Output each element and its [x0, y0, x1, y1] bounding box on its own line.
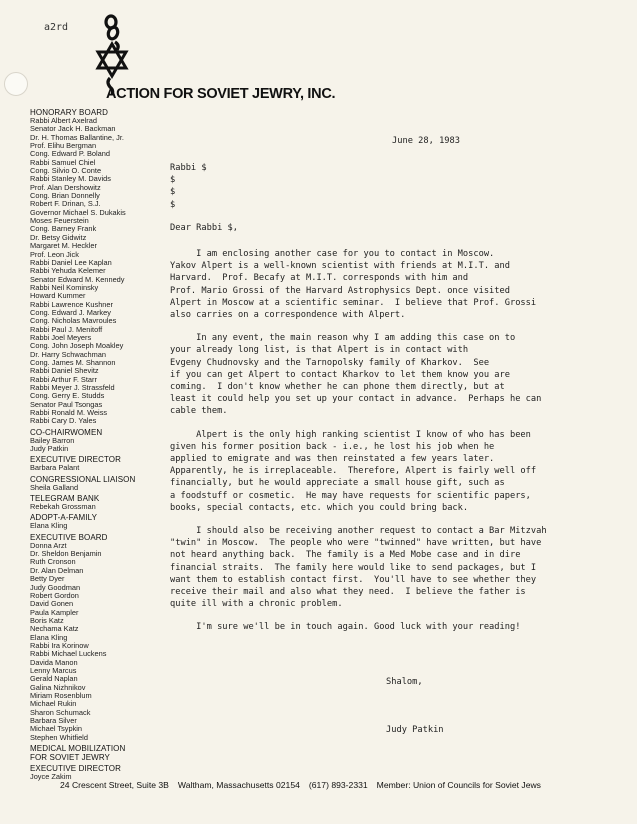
organization-name: ACTION FOR SOVIET JEWRY, INC.: [106, 86, 336, 102]
board-member-name: Stephen Whitfield: [30, 733, 88, 742]
board-member-name: Robert Gordon: [30, 591, 79, 600]
board-member-name: Dr. Alan Delman: [30, 566, 84, 575]
board-member-name: Davida Manon: [30, 658, 78, 667]
board-member-name: Rabbi Meyer J. Strassfeld: [30, 384, 115, 392]
board-member-name: Miriam Rosenblum: [30, 691, 92, 700]
board-member-name: Rabbi Arthur F. Starr: [30, 375, 97, 384]
board-member-name: Rabbi Ira Korinow: [30, 641, 89, 650]
paragraph: I am enclosing another case for you to contact in Moscow. Yakov Alpert is a well-known scientist with friends at M.I.T. and Harvard. Prof. Becafy at M.I.T. corresponds with him and Prof. Mario Grossi of the Harvard Astrophysics Dept. once visited Alpert in Moscow at a scientific seminar. I believe that Prof. Grossi also carries on a correspondence with Alpert.: [170, 249, 537, 321]
board-section-heading: CO-CHAIRWOMEN: [30, 427, 103, 437]
board-member-name: Margaret M. Heckler: [30, 242, 97, 251]
footer-member: Member: Union of Councils for Soviet Jews: [376, 780, 541, 790]
board-member-name: Barbara Silver: [30, 717, 77, 725]
board-member-name: David Gonen: [30, 600, 74, 609]
footer-phone: (617) 893-2331: [308, 780, 368, 790]
archive-code: a2rd: [44, 22, 69, 33]
board-section-heading: EXECUTIVE BOARD: [30, 532, 108, 542]
board-member-name: Cong. Barney Frank: [30, 225, 97, 234]
letterhead-footer: [60, 780, 620, 790]
board-member-name: Rabbi Daniel Shevitz: [30, 367, 99, 376]
board-member-name: Cong. Edward P. Boland: [30, 150, 110, 159]
board-member-name: Prof. Elihu Bergman: [30, 142, 97, 151]
board-member-name: Rabbi Ronald M. Weiss: [30, 409, 108, 418]
board-section-heading: EXECUTIVE DIRECTOR: [30, 764, 121, 774]
board-section-heading: CONGRESSIONAL LIAISON: [30, 474, 136, 484]
board-section-heading: TELEGRAM BANK: [30, 494, 100, 504]
board-member-name: Rabbi Cary D. Yales: [30, 417, 97, 426]
paragraph: Alpert is the only high ranking scientist I know of who has been given his former position back - i.e., he lost his job when he applied to emigrate and was then reinstated a few years later. Apparently, he is irreplaceable. Therefore, Alpert is fairly well off financially, but he would appreciate a small house gift, such as a foodstuff or cosmetic. He may have requests for scientific papers, books, special contacts, etc. which you could bring back.: [170, 429, 537, 513]
board-member-name: Gerald Naplan: [30, 675, 78, 684]
board-member-name: Judy Goodman: [30, 583, 81, 592]
board-member-name: Joyce Zakim: [30, 773, 72, 782]
paragraph: In any event, the main reason why I am adding this case on to your already long list, is that Alpert is in contact with Evgeny Chudnovsky and the Tarnopolsky family of Kharkov. See if you can get Alpert to contact Kharkov to let them know you are coming. I don't know whether he can phone them directly, but at least it could help you set up your contact in advance. Perhaps he can cable them.: [170, 333, 542, 417]
board-member-name: Michael Tsypkin: [30, 725, 83, 734]
recipient-address: [170, 162, 207, 211]
closing: Shalom,: [386, 677, 423, 687]
board-member-name: Donna Arzt: [30, 541, 67, 550]
board-member-list: [30, 108, 142, 781]
board-section-heading: MEDICAL MOBILIZATION FOR SOVIET JEWRY: [30, 744, 126, 763]
board-member-name: Ruth Cronson: [30, 558, 76, 567]
board-member-name: Dr. H. Thomas Ballantine, Jr.: [30, 133, 124, 142]
board-member-name: Barbara Palant: [30, 464, 80, 473]
board-member-name: Senator Jack H. Backman: [30, 125, 116, 134]
board-member-name: Prof. Leon Jick: [30, 250, 79, 259]
board-member-name: Rabbi Lawrence Kushner: [30, 300, 113, 309]
board-member-name: Boris Katz: [30, 616, 64, 625]
address-line: $: [170, 187, 176, 198]
board-member-name: Lenny Marcus: [30, 666, 77, 675]
signer-name: Judy Patkin: [386, 725, 444, 735]
board-member-name: Rabbi Joel Meyers: [30, 333, 92, 342]
board-member-name: Rabbi Stanley M. Davids: [30, 175, 111, 184]
binder-hole: [4, 72, 28, 96]
paragraph: I should also be receiving another request to contact a Bar Mitzvah "twin" in Moscow. The people who were "twinned" have written, but have not heard anything back. The family is a Med Mobe case and in dire financial straits. The family here would like to send packages, but I want them to establish contact first. You'll have to see whether they receive their mail and also what they need. I believe the father is quite ill with a chronic problem.: [170, 526, 547, 610]
board-member-name: Senator Paul Tsongas: [30, 400, 103, 409]
board-section-heading: HONORARY BOARD: [30, 108, 109, 117]
board-member-name: Cong. James M. Shannon: [30, 358, 116, 367]
board-member-name: Judy Patkin: [30, 445, 69, 454]
board-member-name: Rabbi Michael Luckens: [30, 650, 107, 659]
board-member-name: Howard Kummer: [30, 292, 86, 301]
letter-paragraphs: [170, 248, 547, 634]
footer-city: Waltham, Massachusetts 02154: [177, 780, 300, 790]
board-member-name: Cong. Gerry E. Studds: [30, 392, 105, 401]
board-member-name: Rabbi Albert Axelrad: [30, 117, 97, 125]
board-member-name: Paula Kampler: [30, 608, 79, 617]
board-member-name: Rabbi Paul J. Menitoff: [30, 325, 103, 334]
greeting: Dear Rabbi $,: [170, 223, 238, 233]
board-member-name: Rabbi Daniel Lee Kaplan: [30, 258, 112, 267]
board-member-name: Governor Michael S. Dukakis: [30, 208, 126, 217]
board-member-name: Nechama Katz: [30, 625, 79, 634]
address-line: $: [170, 199, 176, 210]
letter-date: June 28, 1983: [392, 136, 460, 146]
paragraph: I'm sure we'll be in touch again. Good luck with your reading!: [170, 622, 521, 633]
board-member-name: Rabbi Neil Kominsky: [30, 283, 99, 292]
board-member-name: Prof. Alan Dershowitz: [30, 183, 101, 192]
address-line: Rabbi $: [170, 163, 207, 173]
address-line: $: [170, 175, 176, 186]
board-member-name: Rebekah Grossman: [30, 503, 96, 512]
board-member-name: Cong. Edward J. Markey: [30, 308, 111, 317]
board-member-name: Bailey Barron: [30, 436, 75, 445]
board-member-name: Cong. Brian Donnelly: [30, 192, 100, 201]
board-section-heading: ADOPT-A-FAMILY: [30, 513, 98, 523]
board-member-name: Moses Feuerstein: [30, 217, 89, 226]
board-member-name: Rabbi Samuel Chiel: [30, 158, 96, 167]
board-member-name: Dr. Harry Schwachman: [30, 350, 106, 359]
footer-street: 24 Crescent Street, Suite 3B: [60, 780, 169, 790]
board-member-name: Betty Dyer: [30, 575, 65, 584]
board-member-name: Senator Edward M. Kennedy: [30, 275, 125, 284]
board-member-name: Sheila Galland: [30, 483, 79, 492]
board-member-name: Cong. Nicholas Mavroules: [30, 317, 117, 326]
board-member-name: Sharon Schumack: [30, 708, 91, 717]
board-member-name: Galina Nizhnikov: [30, 683, 86, 692]
board-member-name: Dr. Sheldon Benjamin: [30, 550, 102, 559]
board-member-name: Elana Kling: [30, 522, 68, 531]
board-member-name: Cong. John Joseph Moakley: [30, 342, 124, 351]
board-member-name: Cong. Silvio O. Conte: [30, 167, 102, 176]
board-member-name: Michael Rukin: [30, 700, 77, 709]
board-member-name: Dr. Betsy Gidwitz: [30, 233, 87, 242]
board-member-name: Elana Kling: [30, 633, 68, 642]
board-member-name: Rabbi Yehuda Kelemer: [30, 267, 106, 276]
board-member-name: Robert F. Drinan, S.J.: [30, 200, 101, 209]
board-section-heading: EXECUTIVE DIRECTOR: [30, 455, 121, 465]
